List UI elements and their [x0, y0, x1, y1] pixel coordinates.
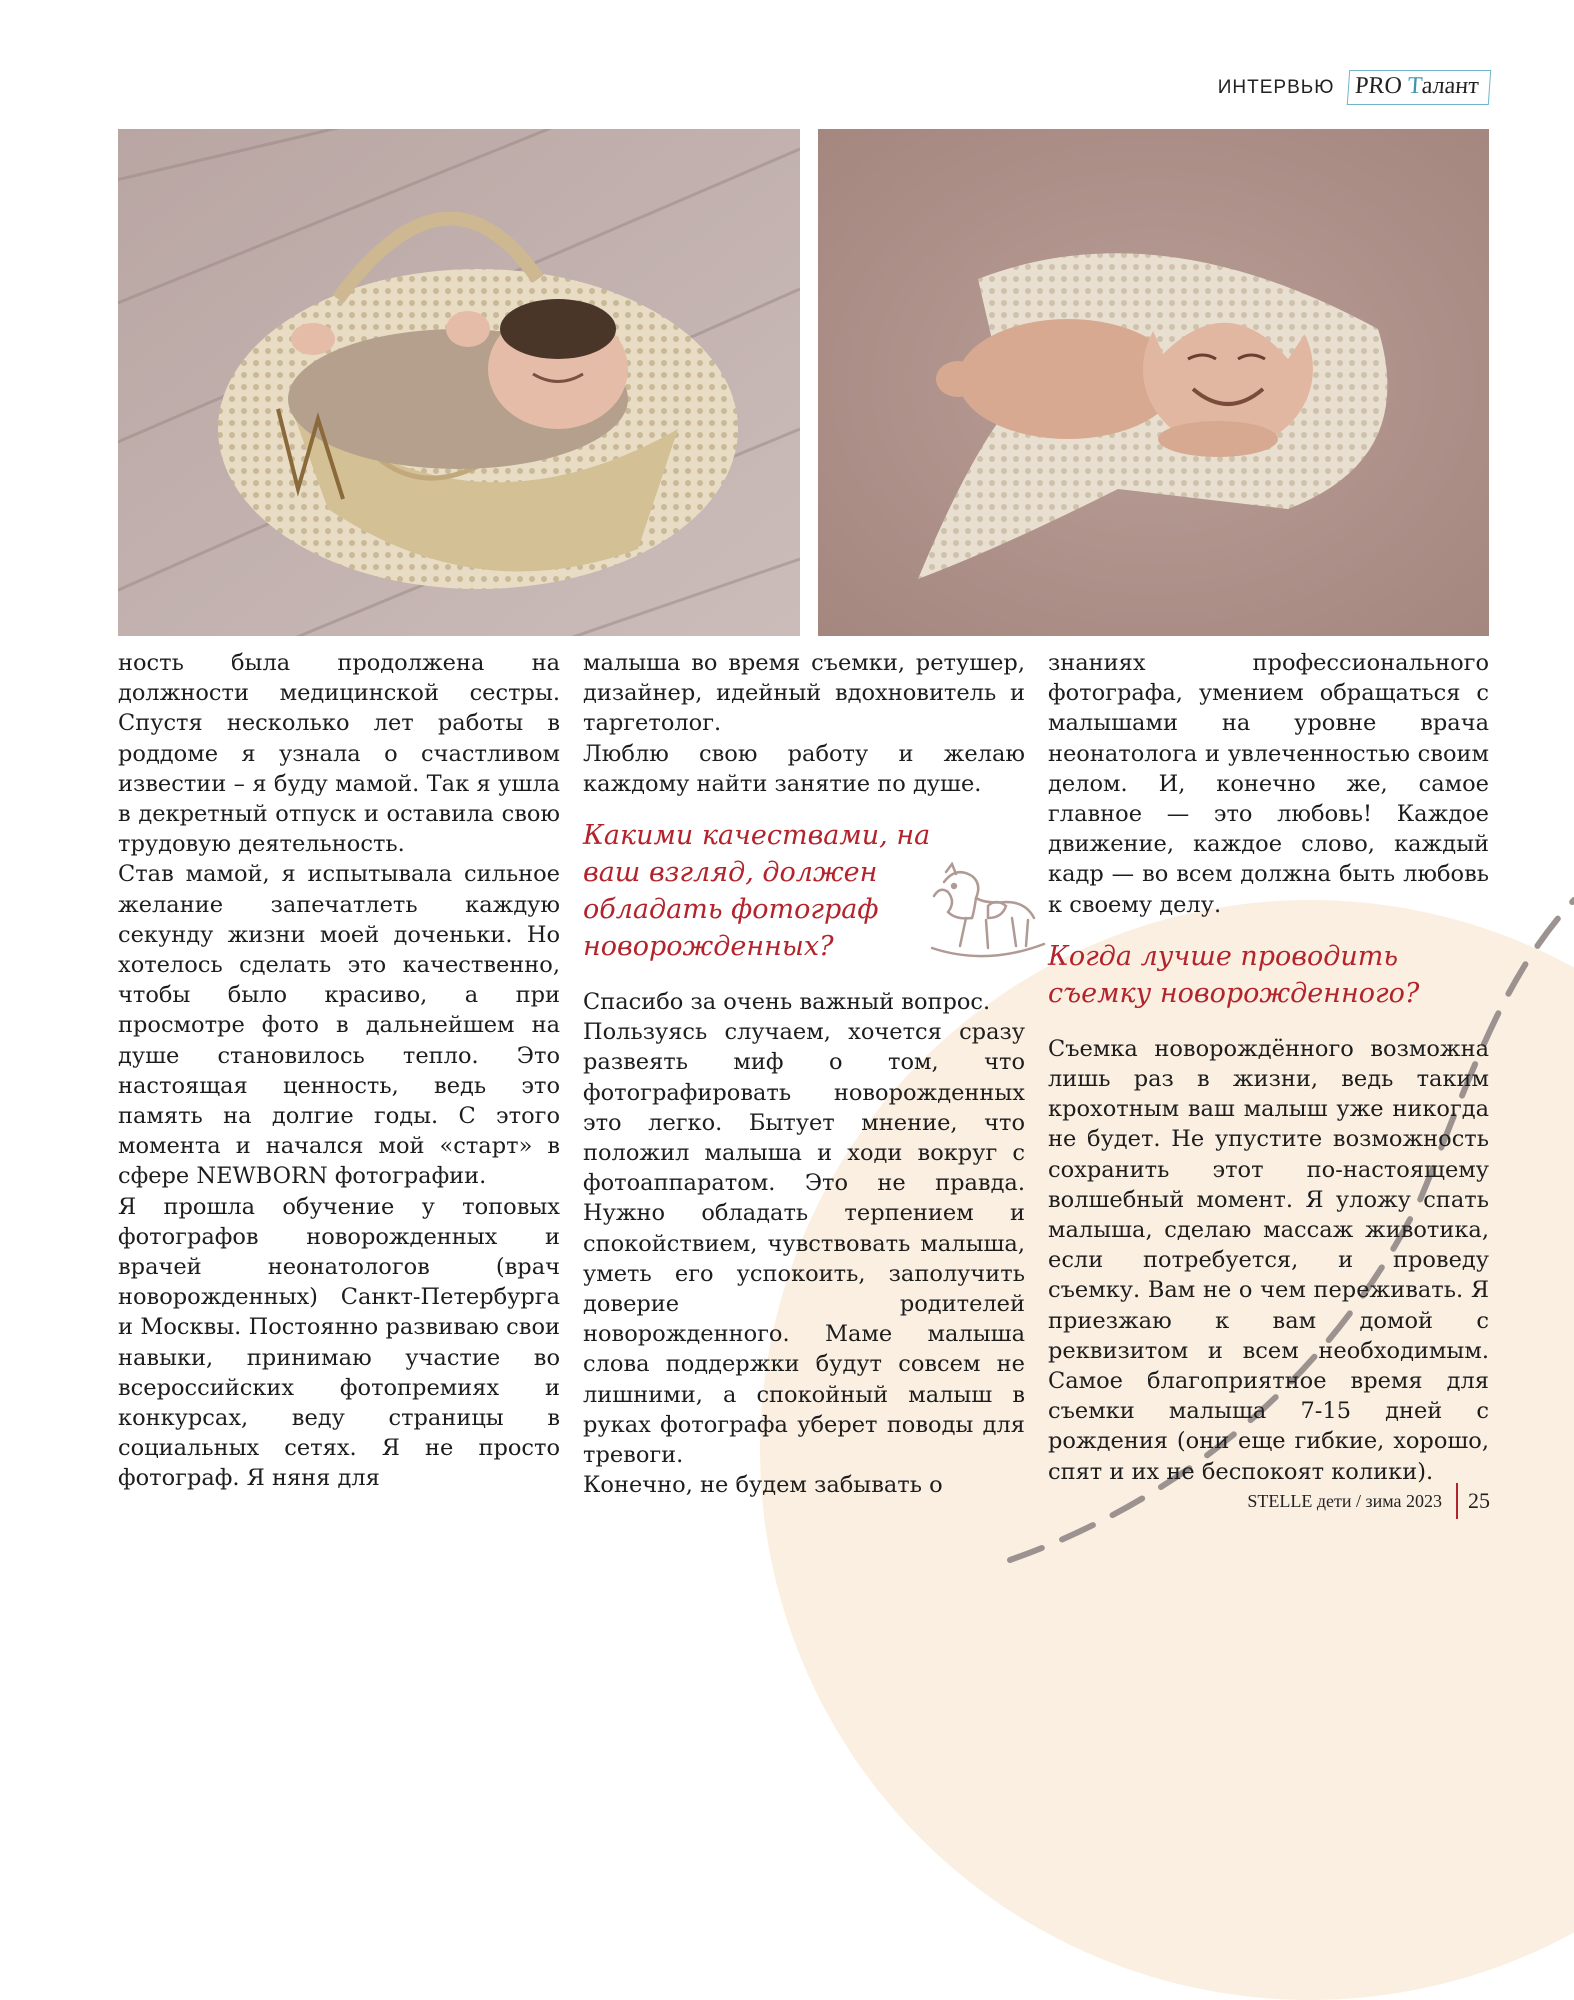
article-column-1 — [118, 648, 560, 1494]
rubric-rest: алант — [1421, 73, 1481, 99]
page-header — [1218, 70, 1490, 105]
paragraph: Спасибо за очень важный вопрос. — [583, 989, 991, 1016]
paragraph: ность была продолжена на должности медицинской сестры. Спустя несколько лет работы в роддоме я узнала о счастливом известии – я буду мамой. Так я ушла в декретный отпуск и оставила свою трудовую деятельность. — [118, 650, 560, 858]
footer-divider — [1456, 1483, 1458, 1519]
rubric-accent-letter: Т — [1407, 73, 1424, 99]
page-footer — [1247, 1483, 1490, 1519]
article-column-3 — [1048, 648, 1489, 1487]
interview-question-qualities: Какими качествами, на ваш взгляд, должен обладать фотограф новорожденных? — [583, 820, 931, 963]
paragraph: знаниях профессионального фотографа, умением обращаться с малышами на уровне врача неонатолога и увлеченностью своим делом. И, конечно же, самое главное — это любовь! Каждое движение, каждое слово, каждый кадр — во всем должна быть любовь к своему делу. — [1048, 650, 1489, 918]
newborn-in-bonnet-photo — [818, 129, 1489, 636]
newborn-in-basket-photo — [118, 129, 800, 636]
rubric-badge — [1347, 70, 1491, 105]
paragraph: Съемка новорождённого возможна лишь раз в жизни, ведь таким крохотным ваш малыш уже никогда не будет. Не упустите возможность сохранить этот по-настоящему волшебный момент. Я уложу спать малыша, сделаю массаж животика, если потребуется, и проведу съемку. Вам не о чем переживать. Я приезжаю к вам домой с реквизитом и всем необходимым. Самое благоприятное время для съемки малыша 7-15 дней с рождения (они еще гибкие, хорошо, спят и их не беспокоят колики). — [1048, 1035, 1489, 1485]
rocking-horse-icon — [926, 862, 1048, 972]
section-label: ИНТЕРВЬЮ — [1217, 76, 1335, 98]
article-column-2 — [583, 648, 1025, 1500]
paragraph: Пользуясь случаем, хочется сразу развеять миф о том, что фотографировать новорожденных это легко. Бытует мнение, что положил малыша и ходи вокруг с фотоаппаратом. Это не правда. Нужно обладать терпением и спокойствием, чувствовать малыша, уметь его успокоить, заполучить доверие родителей новорожденного. Маме малыша слова поддержки будут совсем не лишними, а спокойный малыш в руках фотографа уберет поводы для тревоги. — [583, 1019, 1025, 1469]
page-number: 25 — [1468, 1488, 1490, 1513]
paragraph: Я прошла обучение у топовых фотографов новорожденных и врачей неонатологов (врач новорожденных) Санкт-Петербурга и Москвы. Постоянно развиваю свои навыки, принимаю участие во всероссийских фотопремиях и конкурсах, веду страницы в социальных сетях. Я не просто фотограф. Я няня для — [118, 1193, 560, 1492]
paragraph: Люблю свою работу и желаю каждому найти занятие по душе. — [583, 740, 1025, 797]
paragraph: Конечно, не будем забывать о — [583, 1472, 943, 1499]
interview-question-timing: Когда лучше проводить съемку новорожденного? — [1048, 940, 1420, 1009]
rubric-pro: PRO — [1354, 73, 1404, 99]
paragraph: Став мамой, я испытывала сильное желание запечатлеть каждую секунду жизни моей доченьки. Но хотелось сделать это качественно, чтобы было красиво, а при просмотре фото в дальнейшем на душе становилось тепло. Это настоящая ценность, ведь это память на долгие годы. С этого момента и начался мой «старт» в сфере NEWBORN фотографии. — [118, 861, 560, 1190]
paragraph: малыша во время съемки, ретушер, дизайнер, идейный вдохновитель и таргетолог. — [583, 650, 1025, 737]
magazine-issue: STELLE дети / зима 2023 — [1247, 1490, 1442, 1511]
